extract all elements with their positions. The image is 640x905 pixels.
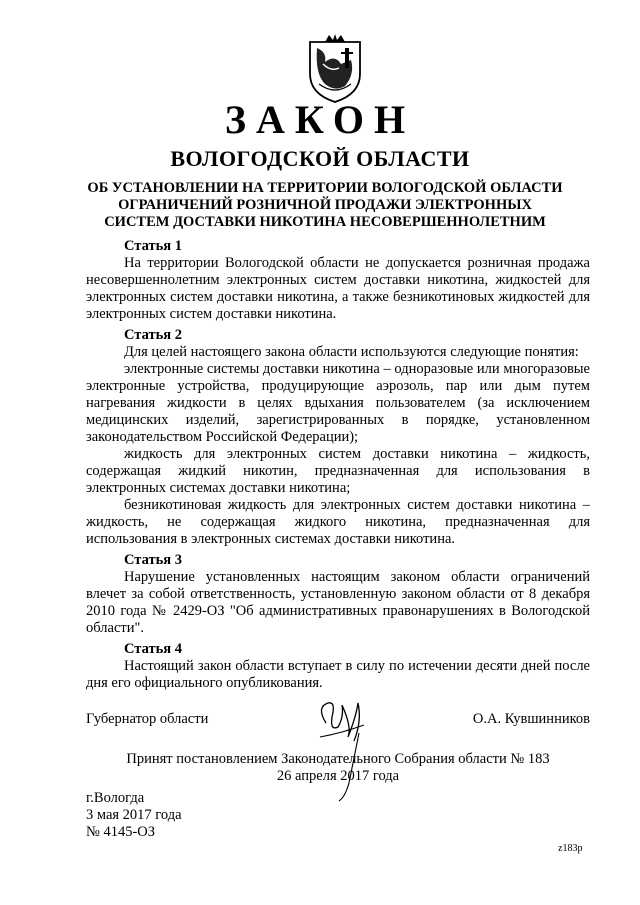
adoption-note xyxy=(86,751,590,785)
article-2-heading: Статья 2 xyxy=(124,327,182,343)
article-1-heading: Статья 1 xyxy=(124,238,182,254)
footer-number: № 4145-ОЗ xyxy=(86,824,156,840)
subject-line: СИСТЕМ ДОСТАВКИ НИКОТИНА НЕСОВЕРШЕННОЛЕТНИМ xyxy=(104,214,546,230)
signatory-position: Губернатор области xyxy=(86,711,209,727)
definition-nicotine-free-liquid: безникотиновая жидкость для электронных систем доставки никотина – жидкость, не содержащая жидкого никотина, предназначенная для использования в электронных системах доставки никотина. xyxy=(86,497,590,547)
adoption-date: 26 апреля 2017 года xyxy=(276,768,400,784)
article-4-text: Настоящий закон области вступает в силу по истечении десяти дней после дня его официального опубликования. xyxy=(86,658,590,691)
article-3-heading: Статья 3 xyxy=(124,552,182,568)
document-footer xyxy=(86,790,182,841)
footer-city: г.Вологда xyxy=(86,790,145,806)
page-code: z183p xyxy=(558,843,583,854)
signatory-name: О.А. Кувшинников xyxy=(472,711,590,727)
article-3-text: Нарушение установленных настоящим законом области ограничений влечет за собой ответственность, установленную законом области от 8 декабря 2010 года № 2429-ОЗ "Об административных правонарушениях в Вологодской области". xyxy=(86,569,590,636)
adoption-line: Принят постановлением Законодательного Собрания области № 183 xyxy=(126,751,550,767)
subject-line: ОГРАНИЧЕНИЙ РОЗНИЧНОЙ ПРОДАЖИ ЭЛЕКТРОННЫХ xyxy=(118,197,532,213)
article-1-text: На территории Вологодской области не допускается розничная продажа несовершеннолетним электронных систем доставки никотина, жидкостей для электронных систем доставки никотина, а также безникотиновых жидкостей для электронных систем доставки никотина. xyxy=(86,255,590,322)
article-2-intro: Для целей настоящего закона области используются следующие понятия: xyxy=(124,344,579,360)
definition-liquid: жидкость для электронных систем доставки никотина – жидкость, содержащая жидкий никотин, предназначенная для использования в электронных системах доставки никотина; xyxy=(86,446,590,496)
law-body xyxy=(86,238,590,692)
signature-block xyxy=(86,711,590,731)
document-title: ЗАКОН xyxy=(224,97,416,142)
definition-eds: электронные системы доставки никотина – одноразовые или многоразовые электронные устройства, продуцирующие аэрозоль, пар или дым путем нагревания жидкости в целях вдыхания пользователем (за исключением медицинских изделий, зарегистрированных в порядке, установленном законодательством Российской Федерации); xyxy=(86,361,590,445)
subject-line: ОБ УСТАНОВЛЕНИИ НА ТЕРРИТОРИИ ВОЛОГОДСКОЙ ОБЛАСТИ xyxy=(87,180,563,196)
coat-of-arms-icon xyxy=(305,34,365,104)
law-subject xyxy=(60,180,590,231)
region-title: ВОЛОГОДСКОЙ ОБЛАСТИ xyxy=(170,146,470,171)
footer-date: 3 мая 2017 года xyxy=(86,807,182,823)
article-4-heading: Статья 4 xyxy=(124,641,182,657)
